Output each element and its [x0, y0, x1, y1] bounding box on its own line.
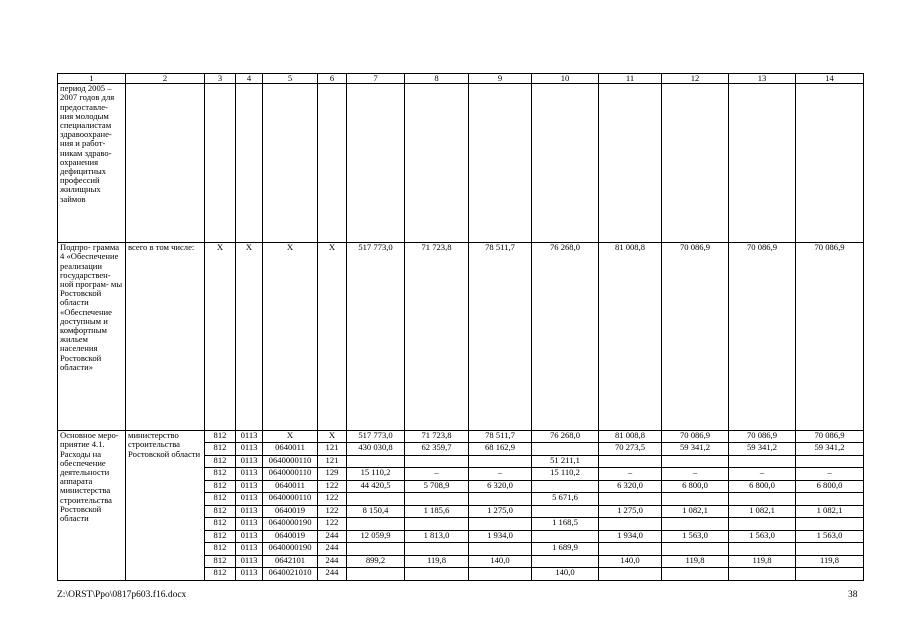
file-path: Z:\ORST\Ppo\0817p603.f16.docx [57, 590, 187, 600]
cell [469, 568, 532, 581]
cell: Х [318, 431, 347, 443]
cell: 68 162,9 [469, 443, 532, 456]
cell [347, 518, 405, 531]
cell [405, 493, 469, 506]
cell: 119,8 [662, 556, 729, 568]
cell: 122 [318, 506, 347, 518]
header-cell: 14 [796, 74, 864, 84]
cell: 0640000190 [263, 543, 318, 556]
cell [729, 568, 796, 581]
row-name: период 2005 – 2007 годов для предоставле- ния молодым специалистам здравоохране- ния и работ- никам здраво- охранения дефицитных профессий жилищных займов [58, 84, 126, 243]
cell: 1 082,1 [729, 506, 796, 518]
cell: 244 [318, 543, 347, 556]
cell [405, 543, 469, 556]
header-cell: 10 [532, 74, 599, 84]
header-cell: 6 [318, 74, 347, 84]
header-cell: 1 [58, 74, 126, 84]
cell [796, 456, 864, 468]
cell: – [469, 468, 532, 481]
cell: 812 [205, 506, 236, 518]
cell: 812 [205, 518, 236, 531]
cell: 0640000190 [263, 518, 318, 531]
cell: 62 359,7 [405, 443, 469, 456]
cell: 119,8 [796, 556, 864, 568]
cell: 1 563,0 [662, 531, 729, 543]
cell: 76 268,0 [532, 431, 599, 443]
cell [729, 543, 796, 556]
cell: 70 273,5 [599, 443, 662, 456]
cell: 6 320,0 [599, 481, 662, 493]
cell: Х [236, 243, 263, 431]
cell: – [729, 468, 796, 481]
cell: 0113 [236, 481, 263, 493]
cell: 244 [318, 556, 347, 568]
cell [599, 543, 662, 556]
cell: 122 [318, 481, 347, 493]
cell: 122 [318, 493, 347, 506]
cell: 44 420,5 [347, 481, 405, 493]
header-cell: 8 [405, 74, 469, 84]
header-row [58, 74, 864, 84]
cell [405, 518, 469, 531]
cell: 0113 [236, 431, 263, 443]
cell: 0642101 [263, 556, 318, 568]
cell: Х [318, 243, 347, 431]
cell: 812 [205, 556, 236, 568]
cell: – [405, 468, 469, 481]
cell: 1 082,1 [796, 506, 864, 518]
cell: 119,8 [405, 556, 469, 568]
detail-rows [58, 431, 864, 581]
cell: 78 511,7 [469, 243, 532, 431]
cell [662, 543, 729, 556]
cell: 70 086,9 [729, 431, 796, 443]
header-cell: 4 [236, 74, 263, 84]
cell: 0113 [236, 556, 263, 568]
cell: 119,8 [729, 556, 796, 568]
cell: 0640011 [263, 481, 318, 493]
cell: 0640000110 [263, 468, 318, 481]
row-executor: министерство строительства Ростовской области [126, 431, 205, 581]
cell: 0113 [236, 456, 263, 468]
cell [729, 456, 796, 468]
cell [469, 493, 532, 506]
cell: 812 [205, 431, 236, 443]
cell: 6 320,0 [469, 481, 532, 493]
cell: 5 708,9 [405, 481, 469, 493]
table-row [58, 243, 864, 431]
cell: 1 689,9 [532, 543, 599, 556]
header-cell: 7 [347, 74, 405, 84]
cell [532, 556, 599, 568]
row-name: Подпро- грамма 4 «Обеспечение реализации государствен- ной програм- мы Ростовской области «Обеспечение доступным и комфортным жильем населения Ростовской области» [58, 243, 126, 431]
cell: 0113 [236, 493, 263, 506]
page-number: 38 [848, 590, 858, 600]
cell [347, 493, 405, 506]
cell: 59 341,2 [662, 443, 729, 456]
cell: 70 086,9 [729, 243, 796, 431]
cell [796, 543, 864, 556]
cell: 76 268,0 [532, 243, 599, 431]
cell: 6 800,0 [662, 481, 729, 493]
cell: 0113 [236, 531, 263, 543]
cell: 0113 [236, 468, 263, 481]
cell: 812 [205, 531, 236, 543]
cell [599, 568, 662, 581]
cell: – [662, 468, 729, 481]
cell [347, 568, 405, 581]
cell: 51 211,1 [532, 456, 599, 468]
header-cell: 13 [729, 74, 796, 84]
cell [729, 493, 796, 506]
cell: 0113 [236, 543, 263, 556]
cell: 15 110,2 [347, 468, 405, 481]
cell: 1 275,0 [599, 506, 662, 518]
cell: 244 [318, 568, 347, 581]
cell: 1 185,6 [405, 506, 469, 518]
cell: 71 723,8 [405, 431, 469, 443]
table-row [58, 84, 864, 243]
row-name: Основное меро- приятие 4.1. Расходы на обеспечение деятельности аппарата министерства строительства Ростовской области [58, 431, 126, 581]
cell: 812 [205, 481, 236, 493]
cell: 6 800,0 [729, 481, 796, 493]
budget-table [57, 73, 864, 581]
cell: 812 [205, 456, 236, 468]
cell: 121 [318, 443, 347, 456]
cell: 0640019 [263, 506, 318, 518]
cell: 1 563,0 [796, 531, 864, 543]
cell [729, 518, 796, 531]
cell [347, 543, 405, 556]
cell: 140,0 [532, 568, 599, 581]
cell: 12 059,9 [347, 531, 405, 543]
header-cell: 2 [126, 74, 205, 84]
cell: 59 341,2 [729, 443, 796, 456]
cell: 812 [205, 568, 236, 581]
cell [469, 518, 532, 531]
cell [599, 518, 662, 531]
header-cell: 3 [205, 74, 236, 84]
cell [532, 481, 599, 493]
cell: 5 671,6 [532, 493, 599, 506]
cell [532, 531, 599, 543]
cell [662, 518, 729, 531]
cell: 70 086,9 [796, 243, 864, 431]
cell: 0640019 [263, 531, 318, 543]
cell [405, 456, 469, 468]
cell [662, 456, 729, 468]
cell: 1 275,0 [469, 506, 532, 518]
cell: 140,0 [469, 556, 532, 568]
cell: 1 082,1 [662, 506, 729, 518]
cell: 0113 [236, 506, 263, 518]
cell: 121 [318, 456, 347, 468]
cell: 812 [205, 493, 236, 506]
cell [405, 568, 469, 581]
cell [599, 456, 662, 468]
cell: 78 511,7 [469, 431, 532, 443]
cell: 812 [205, 543, 236, 556]
header-cell: 11 [599, 74, 662, 84]
cell: – [796, 468, 864, 481]
cell: 0640021010 [263, 568, 318, 581]
cell: 15 110,2 [532, 468, 599, 481]
cell: – [599, 468, 662, 481]
cell: 899,2 [347, 556, 405, 568]
cell: 0113 [236, 443, 263, 456]
cell: 8 150,4 [347, 506, 405, 518]
cell [469, 456, 532, 468]
cell: 0640000110 [263, 493, 318, 506]
header-cell: 5 [263, 74, 318, 84]
cell: 6 800,0 [796, 481, 864, 493]
cell: 81 008,8 [599, 431, 662, 443]
cell: 129 [318, 468, 347, 481]
cell: 1 934,0 [599, 531, 662, 543]
cell [796, 518, 864, 531]
cell: 71 723,8 [405, 243, 469, 431]
row-executor: всего в том числе: [126, 243, 205, 431]
cell: Х [263, 243, 318, 431]
cell [599, 493, 662, 506]
header-cell: 12 [662, 74, 729, 84]
cell: 59 341,2 [796, 443, 864, 456]
cell: 81 008,8 [599, 243, 662, 431]
cell [532, 443, 599, 456]
cell: 140,0 [599, 556, 662, 568]
cell [662, 568, 729, 581]
cell: 244 [318, 531, 347, 543]
cell: 0640011 [263, 443, 318, 456]
cell: 812 [205, 443, 236, 456]
cell: 0113 [236, 568, 263, 581]
cell: 1 813,0 [405, 531, 469, 543]
cell: Х [263, 431, 318, 443]
cell: 0113 [236, 518, 263, 531]
cell: Х [205, 243, 236, 431]
cell: 1 168,5 [532, 518, 599, 531]
cell: 812 [205, 468, 236, 481]
cell [662, 493, 729, 506]
cell: 517 773,0 [347, 431, 405, 443]
table-row [58, 431, 864, 443]
cell: 1 934,0 [469, 531, 532, 543]
cell: 122 [318, 518, 347, 531]
cell: 70 086,9 [796, 431, 864, 443]
cell: 430 030,8 [347, 443, 405, 456]
cell [469, 543, 532, 556]
cell: 517 773,0 [347, 243, 405, 431]
cell: 70 086,9 [662, 431, 729, 443]
cell [347, 456, 405, 468]
cell: 0640000110 [263, 456, 318, 468]
cell: 1 563,0 [729, 531, 796, 543]
cell [796, 568, 864, 581]
cell [532, 506, 599, 518]
cell: 70 086,9 [662, 243, 729, 431]
cell [796, 493, 864, 506]
header-cell: 9 [469, 74, 532, 84]
